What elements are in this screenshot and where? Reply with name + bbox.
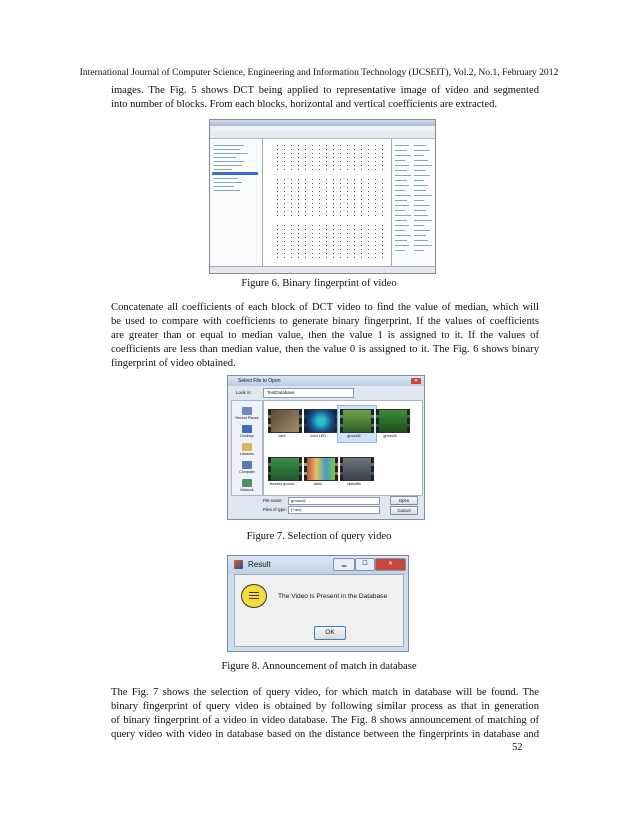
files-of-type-value: (*.avi) xyxy=(291,507,302,512)
video-thumbnail[interactable] xyxy=(376,409,410,433)
text-line: of binary fingerprint of a video in video database. The Fig. 8 shows announcement of matching of xyxy=(111,715,539,726)
ok-button[interactable]: OK xyxy=(314,626,346,640)
text-line: are greater than or equal to median value, then the value 1 is assigned to it. If the values of xyxy=(111,330,539,341)
minimize-icon[interactable]: ▁ xyxy=(333,558,355,571)
text-line: be used to compare with coefficients to generate binary fingerprint. If the values of coefficients xyxy=(111,316,539,327)
selected-folder xyxy=(212,172,258,175)
dialog-title-bar xyxy=(228,556,408,574)
dialog-title: Result xyxy=(248,560,271,569)
video-thumbnail[interactable] xyxy=(268,409,302,433)
text-line: coefficients are less than median value, then the value 0 is assigned to it. The Fig. 6 shows binary xyxy=(111,344,539,355)
computer-icon xyxy=(242,461,252,469)
video-thumbnail[interactable] xyxy=(268,457,302,481)
look-in-dropdown[interactable] xyxy=(263,388,354,398)
close-icon[interactable]: ✕ xyxy=(375,558,406,571)
place-computer[interactable] xyxy=(232,461,262,474)
look-in-value: TestDatabase xyxy=(267,390,295,395)
video-thumbnail[interactable] xyxy=(340,457,374,481)
toolbar xyxy=(210,131,435,139)
result-message: The Video is Present in the Database xyxy=(278,593,388,600)
place-label: Desktop xyxy=(240,434,254,438)
dialog-title: Select File to Open xyxy=(238,378,281,384)
place-label: Recent Places xyxy=(235,416,259,420)
workspace-pane xyxy=(391,139,436,266)
paragraph-intro xyxy=(111,84,539,112)
dialog-body xyxy=(234,574,404,647)
current-folder-pane xyxy=(210,139,263,266)
command-window xyxy=(263,139,390,266)
select-file-dialog xyxy=(227,375,425,520)
place-libraries[interactable] xyxy=(232,443,262,456)
place-label: Network xyxy=(240,488,254,492)
figure7-caption: Figure 7. Selection of query video xyxy=(246,531,392,542)
place-label: Computer xyxy=(239,470,255,474)
files-of-type-label: Files of type: xyxy=(263,507,287,512)
text-line: into number of blocks. From each blocks, horizontal and vertical coefficients are extracted. xyxy=(111,99,498,110)
page-number: 52 xyxy=(512,742,523,753)
maximize-icon[interactable]: ☐ xyxy=(355,558,375,571)
file-name: ground3 xyxy=(383,434,397,438)
close-icon[interactable]: ✕ xyxy=(411,378,421,384)
status-bar xyxy=(210,266,436,273)
desktop-icon xyxy=(242,425,252,433)
open-button[interactable]: Open xyxy=(390,496,418,505)
paragraph-query xyxy=(111,686,539,742)
help-bubble-icon xyxy=(241,584,267,608)
figure8-caption: Figure 8. Announcement of match in database xyxy=(221,661,417,672)
file-name: vipitraffic xyxy=(346,482,362,486)
libraries-icon xyxy=(242,443,252,451)
video-thumbnail[interactable] xyxy=(304,457,338,481)
place-label: Libraries xyxy=(240,452,254,456)
file-name: ground2 xyxy=(347,434,361,438)
text-line: The Fig. 7 shows the selection of query video, for which match in database will be found. The xyxy=(111,687,539,698)
cancel-button[interactable]: Cancel xyxy=(390,506,418,515)
recent-places-icon xyxy=(242,407,252,415)
video-thumbnail[interactable] xyxy=(304,409,338,433)
journal-header: International Journal of Computer Science, Engineering and Information Technology (IJCSEIT), Vol.2, No.1, February 2012 xyxy=(79,67,559,78)
file-name-input[interactable] xyxy=(288,497,380,505)
paragraph-median xyxy=(111,301,539,371)
dialog-title-bar xyxy=(228,376,424,386)
figure6-caption: Figure 6. Binary fingerprint of video xyxy=(241,278,397,289)
file-list xyxy=(263,400,423,496)
matlab-screenshot xyxy=(209,119,436,274)
places-bar xyxy=(231,400,263,496)
file-name: color LED xyxy=(310,434,326,438)
matlab-logo-icon xyxy=(234,560,243,569)
text-line: binary fingerprint of query video is obtained by following similar process as that in generation xyxy=(111,701,539,712)
text-line: Concatenate all coefficients of each block of DCT video to find the value of median, which will xyxy=(111,302,539,313)
file-name: car5 xyxy=(278,434,286,438)
file-name-value: ground2 xyxy=(291,498,306,503)
text-line: query video with video in database based on the distance between the fingerprints in database and xyxy=(111,729,539,740)
place-desktop[interactable] xyxy=(232,425,262,438)
network-icon xyxy=(242,479,252,487)
file-name: floorkey ground xyxy=(269,482,295,486)
file-name-label: File name: xyxy=(263,498,283,503)
place-recent[interactable] xyxy=(232,407,262,420)
look-in-label: Look in: xyxy=(236,390,252,395)
result-dialog xyxy=(227,555,409,652)
files-of-type-dropdown[interactable] xyxy=(288,506,380,514)
text-line: fingerprint of video obtained. xyxy=(111,358,236,369)
video-thumbnail[interactable] xyxy=(340,409,374,433)
text-line: images. The Fig. 5 shows DCT being applied to representative image of video and segmented xyxy=(111,85,539,96)
place-network[interactable] xyxy=(232,479,262,492)
file-name: video xyxy=(313,482,323,486)
